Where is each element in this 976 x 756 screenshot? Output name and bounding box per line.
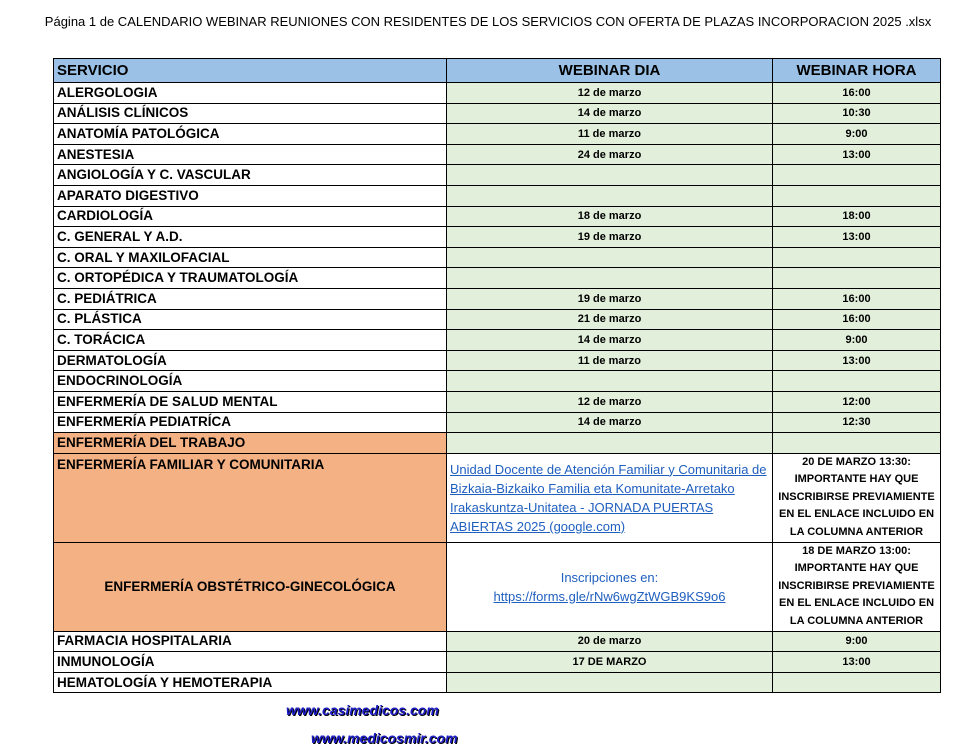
dia-cell [447, 268, 773, 289]
table-row [54, 227, 941, 248]
table-row [54, 350, 941, 371]
servicio-cell: CARDIOLOGÍA [54, 206, 447, 227]
table-row [54, 672, 941, 693]
hora-cell: 16:00 [773, 309, 941, 330]
hora-cell [773, 165, 941, 186]
hora-cell [773, 268, 941, 289]
inscripciones-label: Inscripciones en: [560, 569, 659, 585]
dia-cell: 14 de marzo [447, 412, 773, 433]
table-row [54, 185, 941, 206]
servicio-cell: ANATOMÍA PATOLÓGICA [54, 124, 447, 145]
table-row [54, 412, 941, 433]
servicio-cell: DERMATOLOGÍA [54, 350, 447, 371]
hora-cell [773, 185, 941, 206]
table-row [54, 288, 941, 309]
dia-cell [447, 371, 773, 392]
hora-cell: 13:00 [773, 144, 941, 165]
servicio-cell: ANESTESIA [54, 144, 447, 165]
table-row [54, 144, 941, 165]
dia-cell: 12 de marzo [447, 83, 773, 104]
dia-cell: 19 de marzo [447, 227, 773, 248]
watermark-medicosmir: www.medicosmir.com [311, 730, 458, 746]
registration-note: 18 DE MARZO 13:00: IMPORTANTE HAY QUE INSCRIBIRSE PREVIAMIENTE EN EL ENLACE INCLUIDO EN LA COLUMNA ANTERIOR [773, 542, 941, 631]
dia-cell: 11 de marzo [447, 124, 773, 145]
servicio-cell: ENDOCRINOLOGÍA [54, 371, 447, 392]
hora-cell: 13:00 [773, 227, 941, 248]
dia-cell: 14 de marzo [447, 330, 773, 351]
servicio-cell: ENFERMERÍA FAMILIAR Y COMUNITARIA [54, 453, 447, 542]
hora-cell [773, 247, 941, 268]
watermark-casimedicos: www.casimedicos.com [286, 702, 439, 718]
dia-cell [447, 185, 773, 206]
hora-cell: 13:00 [773, 350, 941, 371]
servicio-cell: HEMATOLOGÍA Y HEMOTERAPIA [54, 672, 447, 693]
registration-link[interactable]: https://forms.gle/rNw6wgZtWGB9KS9o6 [493, 588, 726, 604]
servicio-cell: ANGIOLOGÍA Y C. VASCULAR [54, 165, 447, 186]
dia-cell: 14 de marzo [447, 103, 773, 124]
servicio-cell: ANÁLISIS CLÍNICOS [54, 103, 447, 124]
table-row [54, 103, 941, 124]
table-row [54, 330, 941, 351]
servicio-cell: INMUNOLOGÍA [54, 652, 447, 673]
table-row [54, 268, 941, 289]
registration-link-cell [447, 542, 773, 631]
dia-cell [447, 672, 773, 693]
table-row [54, 309, 941, 330]
table-row [54, 652, 941, 673]
servicio-cell: FARMACIA HOSPITALARIA [54, 631, 447, 652]
servicio-cell: C. TORÁCICA [54, 330, 447, 351]
table-row [54, 631, 941, 652]
table-row [54, 371, 941, 392]
servicio-cell: ALERGOLOGIA [54, 83, 447, 104]
servicio-cell: ENFERMERÍA DE SALUD MENTAL [54, 391, 447, 412]
hora-cell [773, 371, 941, 392]
table-row [54, 433, 941, 454]
hora-cell [773, 433, 941, 454]
dia-cell: 12 de marzo [447, 391, 773, 412]
servicio-cell: C. ORTOPÉDICA Y TRAUMATOLOGÍA [54, 268, 447, 289]
hora-cell: 16:00 [773, 288, 941, 309]
servicio-cell: C. ORAL Y MAXILOFACIAL [54, 247, 447, 268]
table-row [54, 247, 941, 268]
page-title: Página 1 de CALENDARIO WEBINAR REUNIONES CON RESIDENTES DE LOS SERVICIOS CON OFERTA DE PLAZAS INCORPORACION 2025 .xlsx [44, 14, 932, 29]
table-header-row [54, 59, 941, 83]
dia-cell: 24 de marzo [447, 144, 773, 165]
webinar-table [53, 58, 941, 693]
servicio-cell: C. PEDIÁTRICA [54, 288, 447, 309]
servicio-cell: ENFERMERÍA OBSTÉTRICO-GINECOLÓGICA [54, 542, 447, 631]
dia-cell: 11 de marzo [447, 350, 773, 371]
hora-cell: 10:30 [773, 103, 941, 124]
dia-cell: 18 de marzo [447, 206, 773, 227]
column-header-hora: WEBINAR HORA [773, 59, 941, 83]
servicio-cell: ENFERMERÍA PEDIATRÍCA [54, 412, 447, 433]
table-row [54, 206, 941, 227]
hora-cell: 16:00 [773, 83, 941, 104]
column-header-dia: WEBINAR DIA [447, 59, 773, 83]
table-row [54, 391, 941, 412]
servicio-cell: C. GENERAL Y A.D. [54, 227, 447, 248]
hora-cell: 12:00 [773, 391, 941, 412]
dia-cell: 19 de marzo [447, 288, 773, 309]
table-row-enf-familiar [54, 453, 941, 542]
table-row [54, 83, 941, 104]
column-header-servicio: SERVICIO [54, 59, 447, 83]
registration-link[interactable]: Unidad Docente de Atención Familiar y Comunitaria de Bizkaia-Bizkaiko Familia eta Komunitate-Arretako Irakaskuntza-Unitatea - JORNADA PUERTAS ABIERTAS 2025 (google.com) [450, 461, 767, 534]
hora-cell: 9:00 [773, 124, 941, 145]
registration-link-cell [447, 453, 773, 542]
registration-note: 20 DE MARZO 13:30: IMPORTANTE HAY QUE INSCRIBIRSE PREVIAMIENTE EN EL ENLACE INCLUIDO EN LA COLUMNA ANTERIOR [773, 453, 941, 542]
dia-cell: 20 de marzo [447, 631, 773, 652]
hora-cell: 12:30 [773, 412, 941, 433]
dia-cell [447, 433, 773, 454]
hora-cell: 9:00 [773, 330, 941, 351]
dia-cell: 17 DE MARZO [447, 652, 773, 673]
hora-cell: 9:00 [773, 631, 941, 652]
servicio-cell: C. PLÁSTICA [54, 309, 447, 330]
table-row-enf-obstetrico [54, 542, 941, 631]
hora-cell: 13:00 [773, 652, 941, 673]
dia-cell [447, 247, 773, 268]
dia-cell [447, 165, 773, 186]
table-row [54, 165, 941, 186]
dia-cell: 21 de marzo [447, 309, 773, 330]
table-row [54, 124, 941, 145]
servicio-cell: ENFERMERÍA DEL TRABAJO [54, 433, 447, 454]
hora-cell: 18:00 [773, 206, 941, 227]
servicio-cell: APARATO DIGESTIVO [54, 185, 447, 206]
hora-cell [773, 672, 941, 693]
